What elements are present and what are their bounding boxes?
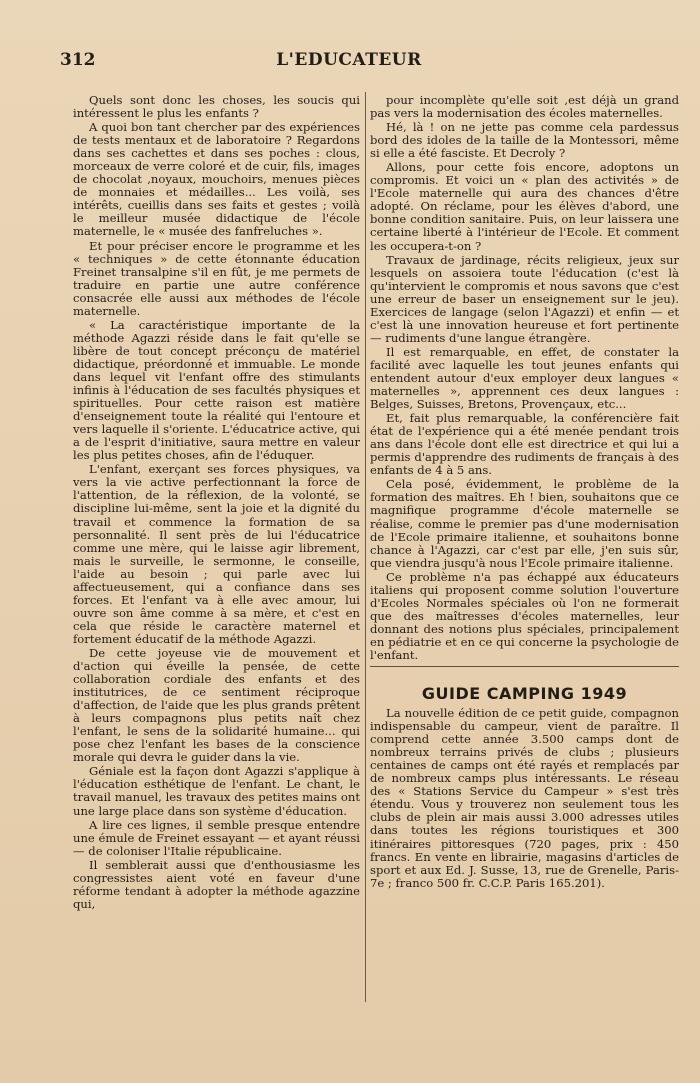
column-divider [365,92,366,1002]
paragraph: Géniale est la façon dont Agazzi s'applique à l'éducation esthétique de l'enfant. Le chant, le travail manuel, les travaux des petites mains ont une large place dans son système d'éducation. [73,764,360,818]
paragraph: pour incomplète qu'elle soit ,est déjà un grand pas vers la modernisation des écoles maternelles. [370,93,679,121]
paragraph: Ce problème n'a pas échappé aux éducateurs italiens qui proposent comme solution l'ouverture d'Ecoles Normales spéciales où l'on ne formerait que des maîtresses d'écoles maternelles, leur donnant des notions plus spéciales, principalement en pédiatrie et en ce qui concerne la psychologie de l'enfant. [370,569,679,662]
guide-heading: GUIDE CAMPING 1949 [421,684,628,704]
paragraph: Quels sont donc les choses, les soucis qui intéressent le plus les enfants ? [73,93,360,121]
paragraph: Allons, pour cette fois encore, adoptons un compromis. Et voici un « plan des activités » de l'Ecole maternelle qui aura des chances d'être adopté. On réclame, pour les élèves d'abord, une bonne condition sanitaire. Puis, on leur laissera une certaine liberté à l'intérieur de l'Ecole. Et comment les occupera-t-on ? [370,160,679,253]
paragraph: Hé, là ! on ne jette pas comme cela pardessus bord des idoles de la taille de la Montessori, même si elle a été fasciste. Et Decroly ? [370,120,679,161]
paragraph: De cette joyeuse vie de mouvement et d'action qui éveille la pensée, de cette collaboration cordiale des enfants et des institutrices, de ce sentiment réciproque d'affection, de l'aide que les plus grands prêtent à leurs compagnons plus petits naît chez l'enfant, le sens de la solidarité humaine... qui pose chez l'enfant les bases de la conscience morale qui devra le guider dans la vie. [73,645,360,765]
paragraph: Et, fait plus remarquable, la conférencière fait état de l'expérience qui a été menée pendant trois ans dans l'école dont elle est directrice et qui lui a permis d'apprendre des rudiments de français à des enfants de 4 à 5 ans. [370,411,679,478]
paragraph: A quoi bon tant chercher par des expériences de tests mentaux et de laboratoire ? Regardons dans ses cachettes et dans ses poches : clous, morceaux de verre coloré et de cuir, fils, images de chocolat ,noyaux, mouchoirs, menues pièces de monnaies et médailles... Les voilà, ses intérêts, cueillis dans ses faits et gestes ; voilà le meilleur musée didactique de l'école maternelle, le « musée des fanfreluches ». [73,120,360,239]
running-title: L'EDUCATEUR [276,50,422,70]
page-header [60,50,638,74]
paragraph: Travaux de jardinage, récits religieux, jeux sur lesquels on assoiera toute l'éducation (c'est là qu'intervient le compromis et nous savons que c'est une erreur de baser un enseignement sur le jeu). Exercices de langage (selon l'Agazzi) et enfin — et c'est là une innovation heureuse et fort pertinente — rudiments d'une langue étrangère. [370,252,679,345]
right-column [370,94,679,891]
paragraph: A lire ces lignes, il semble presque entendre une émule de Freinet essayant — et ayant réussi — de coloniser l'Italie républicaine. [73,817,360,858]
paragraph: L'enfant, exerçant ses forces physiques, va vers la vie active perfectionnant la force de l'attention, de la réflexion, de la volonté, se discipline lui-même, sent la joie et la dignité du travail et commence la formation de sa personnalité. Il sent près de lui l'éducatrice comme une mère, qui le laisse agir librement, mais le surveille, le sermonne, le conseille, l'aide au besoin ; qui parle avec lui affectueusement, qui a confiance dans ses forces. Et l'enfant va à elle avec amour, lui ouvre son âme comme à sa mère, et c'est en cela que réside le caractère maternel et fortement éducatif de la méthode Agazzi. [73,462,360,646]
paragraph: Et pour préciser encore le programme et les « techniques » de cette étonnante éducation Freinet transalpine s'il en fût, je me permets de traduire en partie une autre conférence consacrée elle aussi aux méthodes de l'école maternelle. [73,238,360,318]
left-column [73,94,360,912]
guide-paragraph: La nouvelle édition de ce petit guide, compagnon indispensable du campeur, vient de paraître. Il comprend cette année 3.500 camps dont de nombreux terrains privés de clubs ; plusieurs centaines de camps ont été rayés et remplacés par de nombreux camps plus intéressants. Le réseau des « Stations Service du Campeur » s'est très étendu. Vous y trouverez non seulement tous les clubs de plein air mais aussi 3.000 adresses utiles dans toutes les régions touristiques et 300 itinéraires pittoresques (720 pages, prix : 450 francs. En vente en librairie, magasins d'articles de sport et aux Ed. J. Susse, 13, rue de Grenelle, Paris-7e ; franco 500 fr. C.C.P. Paris 165.201). [370,706,679,890]
paragraph: Il semblerait aussi que d'enthousiasme les congressistes aient voté en faveur d'une réforme tendant à adopter la méthode agazzine qui, [73,857,360,911]
paragraph: Cela posé, évidemment, le problème de la formation des maîtres. Eh ! bien, souhaitons que ce magnifique programme d'école maternelle se réalise, comme le premier pas d'une modernisation de l'Ecole primaire italienne, et souhaitons bonne chance à l'Agazzi, car c'est par elle, j'en suis sûr, que viendra jusqu'à nous l'Ecole primaire italienne. [370,477,679,570]
page-number: 312 [60,50,96,70]
paragraph: Il est remarquable, en effet, de constater la facilité avec laquelle les tout jeunes enfants qui entendent autour d'eux employer deux langues « maternelles », apprennent ces deux langues : Belges, Suisses, Bretons, Provençaux, etc... [370,344,679,412]
paragraph: « La caractéristique importante de la méthode Agazzi réside dans le fait qu'elle se libère de tout concept préconçu de matériel didactique, préordonné et immuable. Le monde dans lequel vit l'enfant offre des stimulants infinis à l'éducation de ses facultés physiques et spirituelles. Pour cette raison est matière d'enseignement toute la réalité qui l'entoure et vers laquelle il s'oriente. L'éducatrice active, qui a de l'esprit d'initiative, saura mettre en valeur les plus petites choses, afin de l'éduquer. [73,317,360,463]
section-divider [370,666,679,667]
